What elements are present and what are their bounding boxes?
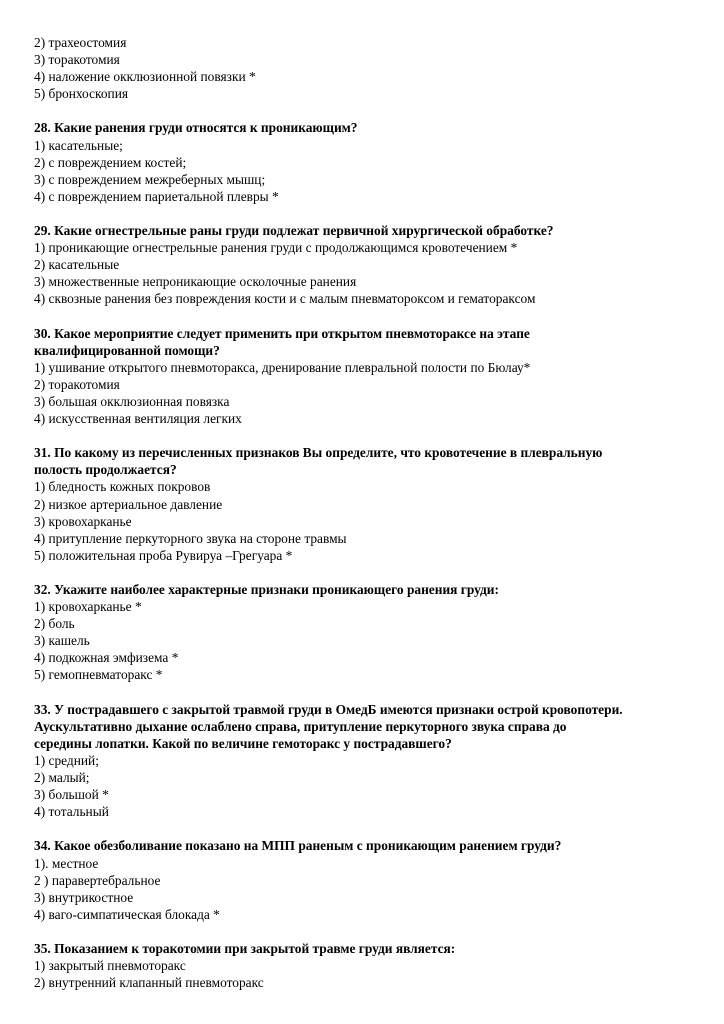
option: 4) искусственная вентиляция легких [34,411,242,427]
question-title: 32. Укажите наиболее характерные признаки проникающего ранения груди: [34,582,499,597]
spacer [34,923,704,940]
option: 4) с повреждением париетальной плевры * [34,188,279,204]
question-28 [34,119,704,204]
question-title: 33. У пострадавшего с закрытой травмой груди в ОмедБ имеются признаки острой кровопотери. [34,701,623,717]
question-title: 28. Какие ранения груди относятся к проникающим? [34,120,358,136]
question-title: 30. Какое мероприятие следует применить при открытом пневмотораксе на этапе [34,325,530,341]
question-title: 34. Какое обезболивание показано на МПП раненым с проникающим ранением груди? [34,838,562,854]
option: 5) гемопневматоракс * [34,667,163,683]
spacer [34,820,704,837]
option: 3) с повреждением межреберных мышц; [34,171,266,187]
spacer [34,427,704,444]
option: 1) закрытый пневмоторакс [34,958,186,974]
option: 3) кровохарканье [34,513,132,529]
question-title: 29. Какие огнестрельные раны груди подлежат первичной хирургической обработке? [34,223,554,239]
question-34 [34,837,704,922]
option: 3) большой * [34,787,109,803]
question-title: середины лопатки. Какой по величине гемоторакс у пострадавшего? [34,735,452,751]
spacer [34,564,704,581]
option: 3) торакотомия [34,52,120,68]
prev-question-options [34,34,704,102]
option: 2) с повреждением костей; [34,154,187,170]
spacer [34,102,704,119]
spacer [34,205,704,222]
option: 4) притупление перкуторного звука на стороне травмы [34,530,347,546]
option: 2) трахеостомия [34,35,127,50]
question-title: 35. Показанием к торакотомии при закрытой травме груди является: [34,940,456,956]
option: 2) касательные [34,257,120,273]
option: 2) малый; [34,770,90,786]
option: 2 ) паравертебральное [34,872,161,888]
question-32 [34,581,704,684]
option: 5) положительная проба Рувируа –Грегуара * [34,547,293,563]
question-31 [34,444,704,564]
option: 4) тотальный [34,804,109,820]
question-33 [34,701,704,821]
option: 1) кровохарканье * [34,599,142,615]
option: 3) множественные непроникающие осколочные ранения [34,274,357,290]
question-title: квалифицированной помощи? [34,342,220,358]
option: 1). местное [34,855,99,871]
option: 4) подкожная эмфизема * [34,650,179,666]
option: 4) ваго-симпатическая блокада * [34,906,220,922]
question-30 [34,325,704,428]
option: 2) внутренний клапанный пневмоторакс [34,975,264,991]
option: 1) касательные; [34,137,123,153]
question-35 [34,940,704,991]
spacer [34,684,704,701]
option: 4) наложение окклюзионной повязки * [34,69,256,85]
option: 3) большая окклюзионная повязка [34,393,230,409]
option: 1) бледность кожных покровов [34,479,211,495]
option: 2) торакотомия [34,376,120,392]
option: 4) сквозные ранения без повреждения кости и с малым пневматороксом и гематораксом [34,291,536,307]
option: 5) бронхоскопия [34,86,129,102]
option: 1) ушивание открытого пневмоторакса, дренирование плевральной полости по Бюлау* [34,359,531,375]
document-body [34,34,704,991]
option: 1) средний; [34,752,99,768]
option: 1) проникающие огнестрельные ранения груди с продолжающимся кровотечением * [34,240,518,256]
question-title: Аускультативно дыхание ослаблено справа, притупление перкуторного звука справа до [34,718,567,734]
option: 2) боль [34,616,75,632]
question-title: полость продолжается? [34,462,177,478]
option: 3) внутрикостное [34,889,134,905]
question-title: 31. По какому из перечисленных признаков Вы определите, что кровотечение в плевральную [34,445,603,461]
spacer [34,308,704,325]
question-29 [34,222,704,307]
option: 3) кашель [34,633,90,649]
option: 2) низкое артериальное давление [34,496,223,512]
